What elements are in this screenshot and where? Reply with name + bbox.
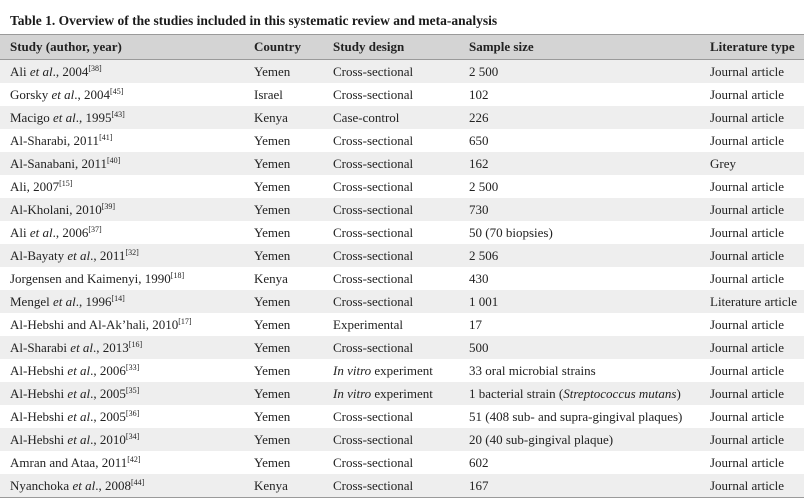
cell-sample-size <box>469 175 710 198</box>
cell-study <box>0 60 254 84</box>
reference-number: [15] <box>59 179 73 188</box>
study-et-al: et al <box>67 409 91 424</box>
cell-study <box>0 451 254 474</box>
reference-number: [14] <box>111 294 125 303</box>
reference-number: [41] <box>99 133 113 142</box>
design-text: Cross-sectional <box>333 409 414 424</box>
table-row <box>0 382 804 405</box>
cell-literature-type: Journal article <box>710 382 804 405</box>
cell-literature-type: Journal article <box>710 175 804 198</box>
reference-number: [45] <box>110 87 124 96</box>
reference-number: [18] <box>170 271 185 280</box>
table-row <box>0 267 804 290</box>
study-et-al: et al <box>67 363 91 378</box>
cell-sample-size <box>469 405 710 428</box>
design-text: Cross-sectional <box>333 432 414 447</box>
cell-literature-type: Journal article <box>710 313 804 336</box>
cell-country: Yemen <box>254 244 333 267</box>
design-text: Cross-sectional <box>333 294 414 309</box>
cell-study <box>0 244 254 267</box>
cell-sample-size <box>469 106 710 129</box>
cell-literature-type: Journal article <box>710 198 804 221</box>
table-row <box>0 221 804 244</box>
reference-number: [17] <box>178 317 192 326</box>
table-row <box>0 474 804 498</box>
cell-literature-type: Journal article <box>710 106 804 129</box>
cell-literature-type: Journal article <box>710 428 804 451</box>
study-et-al: et al <box>70 340 94 355</box>
cell-country: Kenya <box>254 474 333 498</box>
cell-literature-type: Journal article <box>710 336 804 359</box>
cell-study <box>0 129 254 152</box>
reference-number: [35] <box>125 386 140 395</box>
table-row <box>0 198 804 221</box>
cell-sample-size <box>469 336 710 359</box>
cell-design <box>333 152 469 175</box>
study-author: Macigo <box>10 110 53 125</box>
sample-text: 33 oral microbial strains <box>469 363 596 378</box>
cell-sample-size <box>469 60 710 84</box>
cell-design <box>333 382 469 405</box>
column-header-design: Study design <box>333 35 469 60</box>
study-author: Ali <box>10 225 30 240</box>
table-row <box>0 244 804 267</box>
cell-study <box>0 382 254 405</box>
study-year: ., 2004 <box>74 87 111 102</box>
study-author: Gorsky <box>10 87 52 102</box>
cell-literature-type: Journal article <box>710 83 804 106</box>
design-text: Cross-sectional <box>333 340 414 355</box>
cell-sample-size <box>469 221 710 244</box>
reference-number: [38] <box>88 64 102 73</box>
study-year: ., 1995 <box>75 110 112 125</box>
cell-study <box>0 267 254 290</box>
cell-country: Yemen <box>254 359 333 382</box>
cell-country: Yemen <box>254 451 333 474</box>
reference-number: [33] <box>125 363 140 372</box>
cell-sample-size <box>469 313 710 336</box>
design-text: Cross-sectional <box>333 455 414 470</box>
cell-literature-type: Journal article <box>710 405 804 428</box>
design-text: Cross-sectional <box>333 202 414 217</box>
design-text: Cross-sectional <box>333 225 414 240</box>
study-author: Al-Kholani, 2010 <box>10 202 102 217</box>
sample-text: 730 <box>469 202 489 217</box>
sample-text: 650 <box>469 133 489 148</box>
cell-study <box>0 359 254 382</box>
column-header-study: Study (author, year) <box>0 35 254 60</box>
sample-text: 602 <box>469 455 489 470</box>
study-author: Al-Hebshi <box>10 432 68 447</box>
table-header <box>0 35 804 60</box>
study-author: Al-Hebshi <box>10 409 68 424</box>
study-author: Ali <box>10 64 30 79</box>
cell-sample-size <box>469 83 710 106</box>
study-author: Al-Bayaty <box>10 248 68 263</box>
table-row <box>0 83 804 106</box>
cell-study <box>0 336 254 359</box>
design-text: Cross-sectional <box>333 478 414 493</box>
cell-design <box>333 313 469 336</box>
reference-number: [34] <box>125 432 140 441</box>
column-header-sample-size: Sample size <box>469 35 710 60</box>
cell-literature-type: Grey <box>710 152 804 175</box>
study-author: Ali, 2007 <box>10 179 60 194</box>
table-row <box>0 129 804 152</box>
sample-text: 430 <box>469 271 489 286</box>
reference-number: [37] <box>88 225 102 234</box>
design-text: experiment <box>371 363 433 378</box>
cell-country: Yemen <box>254 152 333 175</box>
cell-country: Yemen <box>254 428 333 451</box>
cell-sample-size <box>469 474 710 498</box>
cell-country: Yemen <box>254 60 333 84</box>
sample-text: 2 506 <box>469 248 499 263</box>
study-author: Amran and Ataa, 2011 <box>10 455 128 470</box>
cell-design <box>333 405 469 428</box>
sample-text: 2 500 <box>469 64 499 79</box>
design-text: Case-control <box>333 110 400 125</box>
cell-country: Yemen <box>254 290 333 313</box>
cell-design <box>333 428 469 451</box>
cell-sample-size <box>469 129 710 152</box>
cell-literature-type: Journal article <box>710 267 804 290</box>
design-text: Experimental <box>333 317 404 332</box>
cell-design <box>333 359 469 382</box>
design-text: experiment <box>371 386 433 401</box>
cell-design <box>333 451 469 474</box>
study-year: ., 2004 <box>52 64 89 79</box>
study-year: ., 2010 <box>90 432 126 447</box>
column-header-literature-type: Literature type <box>710 35 804 60</box>
cell-design <box>333 244 469 267</box>
cell-sample-size <box>469 290 710 313</box>
cell-country: Yemen <box>254 175 333 198</box>
cell-study <box>0 313 254 336</box>
table-row <box>0 359 804 382</box>
cell-country: Kenya <box>254 106 333 129</box>
header-row <box>0 35 804 60</box>
study-et-al: et al <box>67 386 91 401</box>
table-body <box>0 60 804 498</box>
table-caption: Table 1. Overview of the studies included in this systematic review and meta-analysis <box>10 13 498 28</box>
cell-design <box>333 129 469 152</box>
cell-country: Yemen <box>254 198 333 221</box>
cell-sample-size <box>469 451 710 474</box>
sample-text: 167 <box>469 478 489 493</box>
study-year: ., 2011 <box>90 248 126 263</box>
cell-country: Yemen <box>254 382 333 405</box>
table-row <box>0 405 804 428</box>
cell-study <box>0 405 254 428</box>
cell-design <box>333 221 469 244</box>
cell-sample-size <box>469 152 710 175</box>
cell-design <box>333 106 469 129</box>
sample-text: 162 <box>469 156 489 171</box>
cell-literature-type: Journal article <box>710 244 804 267</box>
study-et-al: et al <box>72 478 96 493</box>
cell-sample-size <box>469 359 710 382</box>
cell-literature-type: Journal article <box>710 221 804 244</box>
cell-study <box>0 428 254 451</box>
study-et-al: et al <box>52 294 76 309</box>
sample-italic: Streptococcus mutans <box>563 386 677 401</box>
study-author: Jorgensen and Kaimenyi, 1990 <box>10 271 171 286</box>
cell-sample-size <box>469 382 710 405</box>
cell-study <box>0 106 254 129</box>
study-year: ., 2005 <box>90 409 126 424</box>
cell-sample-size <box>469 267 710 290</box>
table-row <box>0 313 804 336</box>
cell-design <box>333 290 469 313</box>
study-author: Al-Sharabi, 2011 <box>10 133 100 148</box>
cell-country: Yemen <box>254 405 333 428</box>
study-author: Mengel <box>10 294 53 309</box>
reference-number: [32] <box>125 248 139 257</box>
cell-country: Yemen <box>254 129 333 152</box>
cell-country: Kenya <box>254 267 333 290</box>
cell-study <box>0 221 254 244</box>
cell-literature-type: Journal article <box>710 451 804 474</box>
study-et-al: et al <box>67 432 91 447</box>
design-text: Cross-sectional <box>333 248 414 263</box>
reference-number: [36] <box>125 409 140 418</box>
table-row <box>0 152 804 175</box>
design-text: Cross-sectional <box>333 271 414 286</box>
studies-table <box>0 34 804 498</box>
cell-design <box>333 60 469 84</box>
sample-text: 17 <box>469 317 482 332</box>
study-year: ., 2013 <box>93 340 129 355</box>
cell-literature-type: Journal article <box>710 359 804 382</box>
cell-design <box>333 267 469 290</box>
sample-text: 20 (40 sub-gingival plaque) <box>469 432 614 447</box>
table-row <box>0 290 804 313</box>
cell-study <box>0 152 254 175</box>
design-italic: In vitro <box>333 363 372 378</box>
sample-text: 1 bacterial strain ( <box>469 386 564 401</box>
study-year: ., 1996 <box>75 294 112 309</box>
table-row <box>0 451 804 474</box>
cell-sample-size <box>469 198 710 221</box>
study-author: Al-Hebshi and Al-Ak’hali, 2010 <box>10 317 179 332</box>
cell-study <box>0 83 254 106</box>
design-text: Cross-sectional <box>333 156 414 171</box>
sample-text: 50 (70 biopsies) <box>469 225 553 240</box>
sample-text-end: ) <box>676 386 681 401</box>
sample-text: 226 <box>469 110 489 125</box>
cell-sample-size <box>469 244 710 267</box>
sample-text: 500 <box>469 340 489 355</box>
study-et-al: et al <box>29 64 53 79</box>
cell-study <box>0 290 254 313</box>
cell-design <box>333 175 469 198</box>
cell-study <box>0 198 254 221</box>
reference-number: [42] <box>127 455 141 464</box>
cell-design <box>333 198 469 221</box>
cell-literature-type: Journal article <box>710 129 804 152</box>
design-italic: In vitro <box>333 386 372 401</box>
study-author: Al-Hebshi <box>10 363 68 378</box>
table-row <box>0 428 804 451</box>
table-row <box>0 175 804 198</box>
study-year: ., 2006 <box>52 225 89 240</box>
reference-number: [43] <box>111 110 125 119</box>
design-text: Cross-sectional <box>333 133 414 148</box>
reference-number: [44] <box>130 478 145 487</box>
cell-literature-type: Journal article <box>710 474 804 498</box>
study-author: Al-Sanabani, 2011 <box>10 156 107 171</box>
cell-country: Yemen <box>254 336 333 359</box>
sample-text: 1 001 <box>469 294 499 309</box>
sample-text: 2 500 <box>469 179 499 194</box>
study-et-al: et al <box>29 225 53 240</box>
cell-sample-size <box>469 428 710 451</box>
design-text: Cross-sectional <box>333 179 414 194</box>
study-year: ., 2008 <box>95 478 131 493</box>
cell-design <box>333 474 469 498</box>
cell-study <box>0 175 254 198</box>
cell-country: Yemen <box>254 221 333 244</box>
design-text: Cross-sectional <box>333 64 414 79</box>
study-author: Al-Sharabi <box>10 340 71 355</box>
sample-text: 102 <box>469 87 489 102</box>
study-et-al: et al <box>67 248 91 263</box>
reference-number: [40] <box>107 156 121 165</box>
cell-design <box>333 83 469 106</box>
study-year: ., 2006 <box>90 363 126 378</box>
column-header-country: Country <box>254 35 333 60</box>
cell-design <box>333 336 469 359</box>
table-row <box>0 336 804 359</box>
study-author: Nyanchoka <box>10 478 73 493</box>
study-et-al: et al <box>52 110 76 125</box>
study-year: ., 2005 <box>90 386 126 401</box>
table-row <box>0 60 804 84</box>
study-et-al: et al <box>51 87 75 102</box>
cell-literature-type: Literature article <box>710 290 804 313</box>
table-row <box>0 106 804 129</box>
study-author: Al-Hebshi <box>10 386 68 401</box>
design-text: Cross-sectional <box>333 87 414 102</box>
cell-literature-type: Journal article <box>710 60 804 84</box>
cell-country: Yemen <box>254 313 333 336</box>
reference-number: [39] <box>101 202 116 211</box>
cell-study <box>0 474 254 498</box>
sample-text: 51 (408 sub- and supra-gingival plaques) <box>469 409 683 424</box>
reference-number: [16] <box>128 340 143 349</box>
cell-country: Israel <box>254 83 333 106</box>
